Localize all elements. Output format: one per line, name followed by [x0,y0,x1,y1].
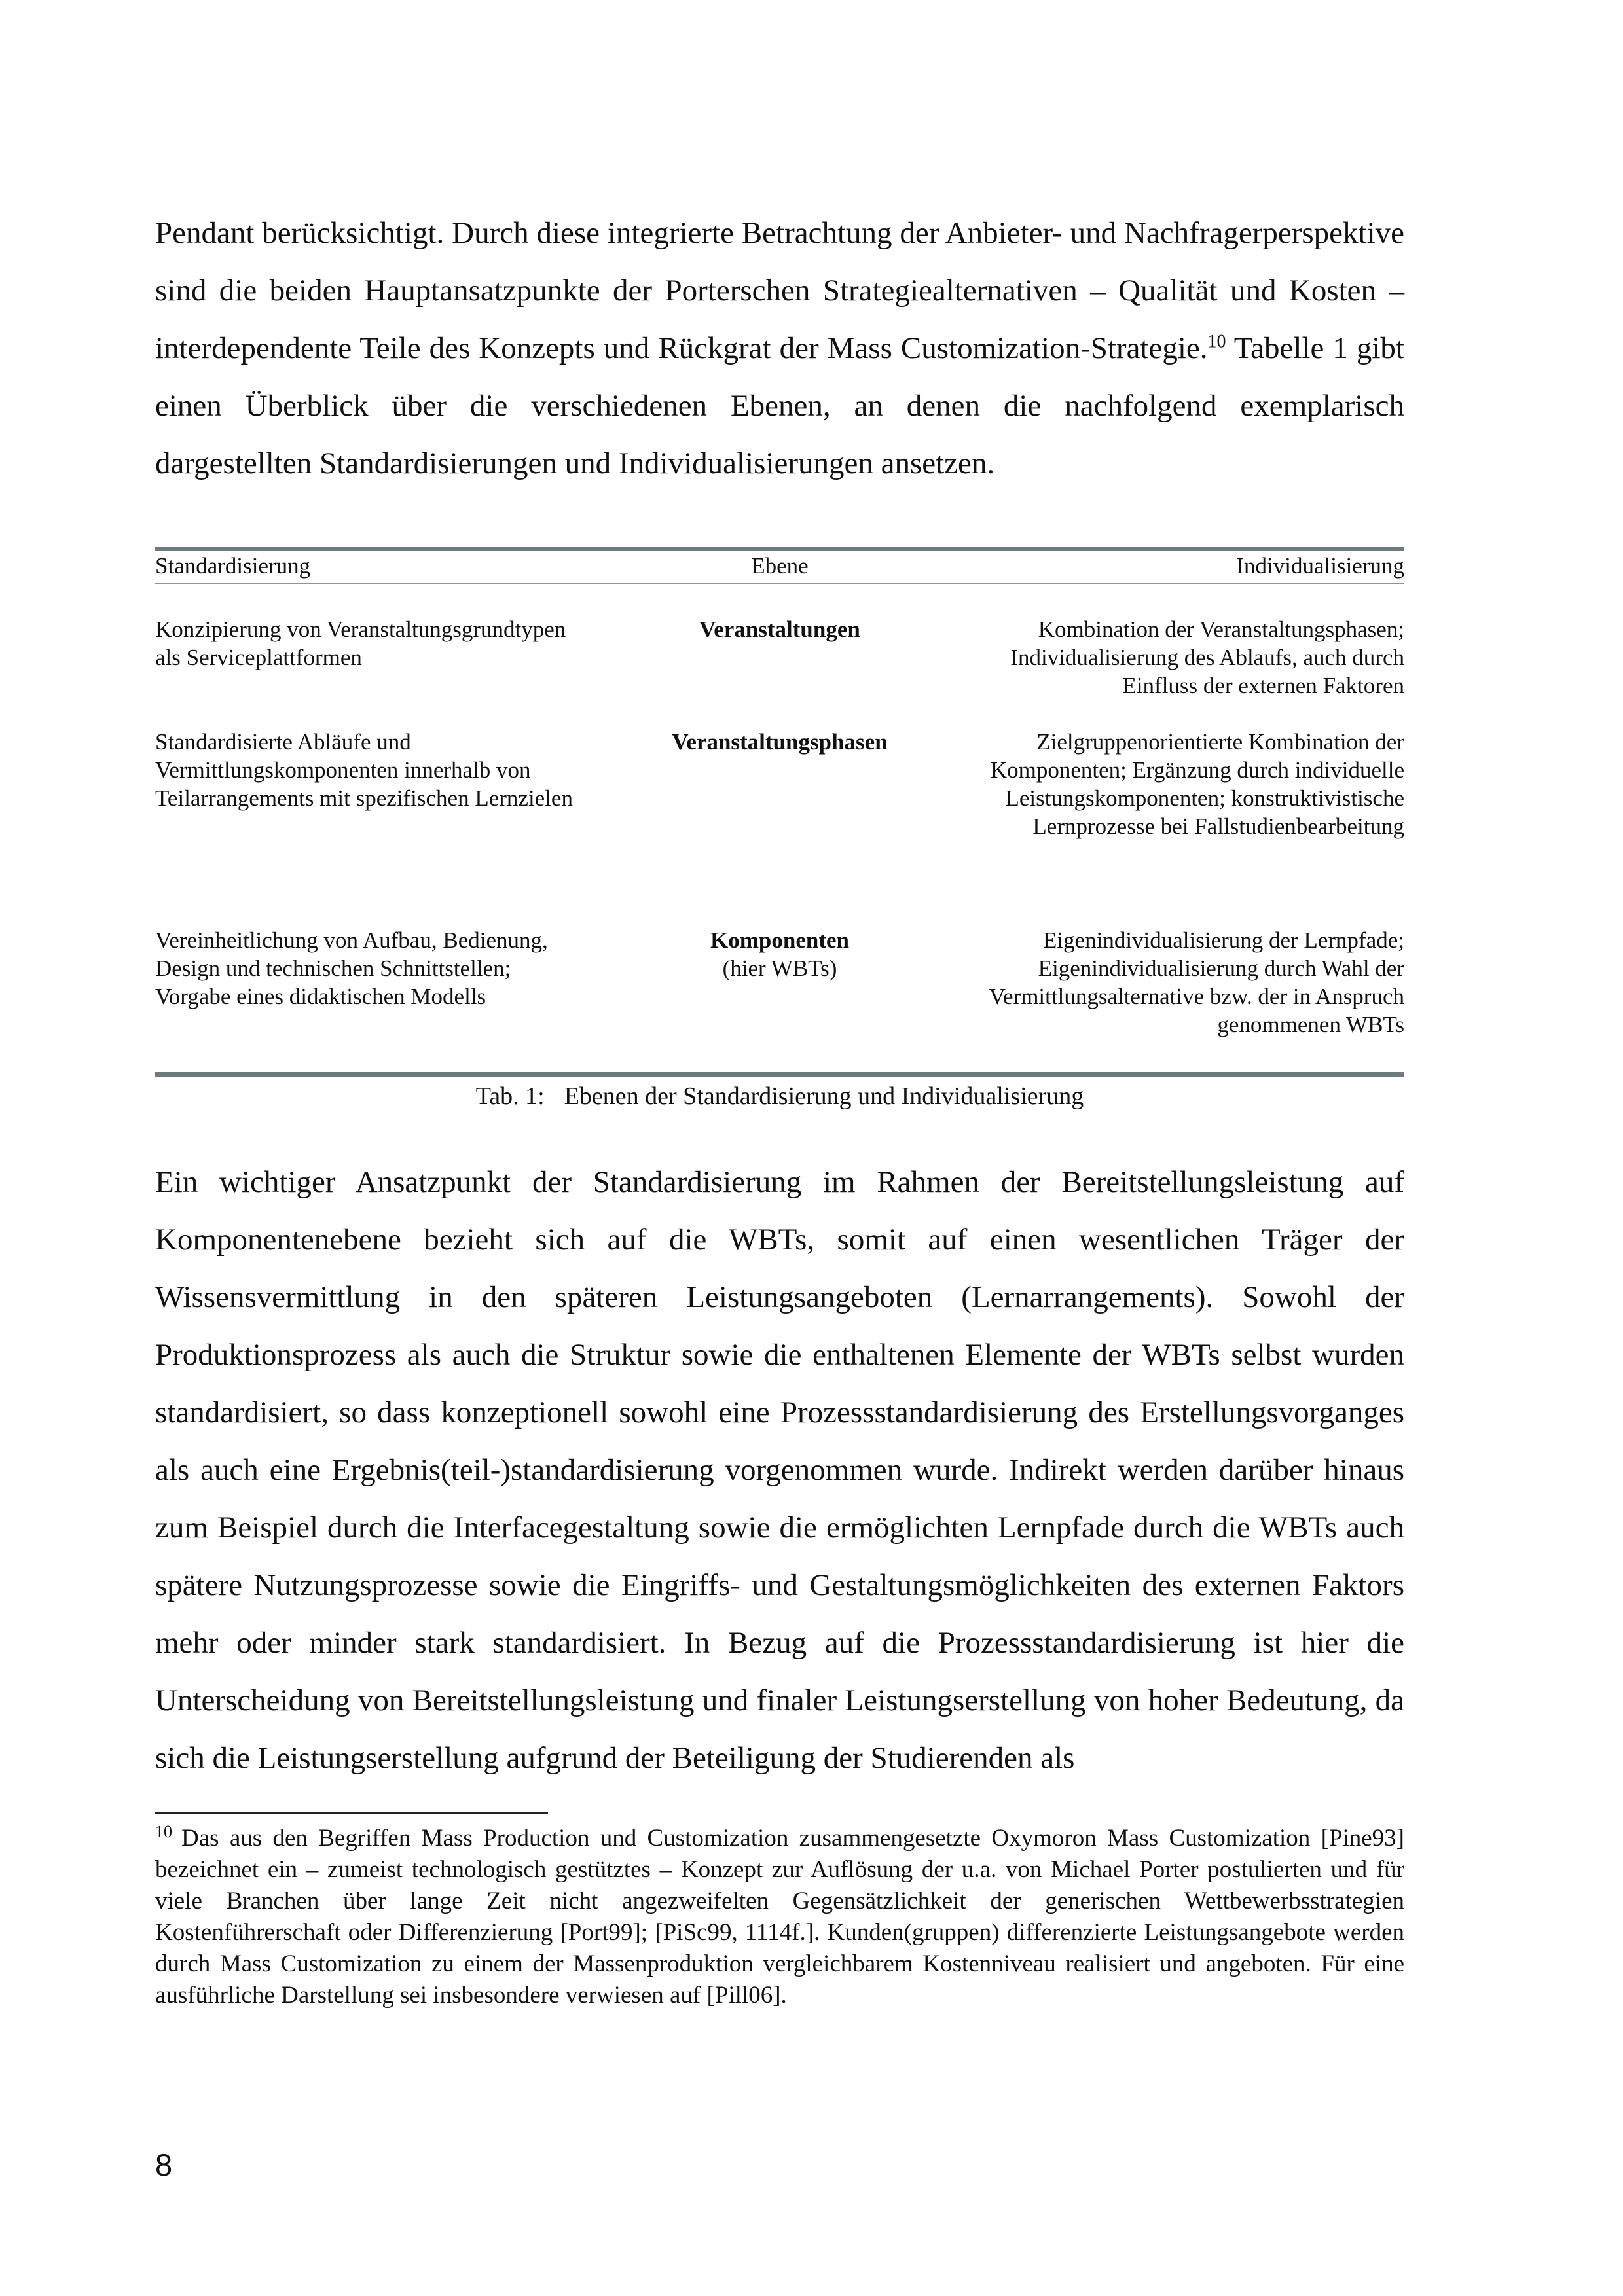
table-bottom-rule [155,1072,1404,1077]
table-header-rule [155,583,1404,584]
para1-text: Pendant berücksichtigt. Durch diese integrierte Betrachtung der Anbieter- und Nachfragerperspektive sind die beiden Hauptansatzpunkte der Porterschen Strategiealternativen – Qualität und Kosten – interdependente Teile des Konzepts und Rückgrat der Mass Customization-Strategie. [155,216,1404,365]
body-paragraph-2: Ein wichtiger Ansatzpunkt der Standardisierung im Rahmen der Bereitstellungsleistung auf Komponentenebene bezieht sich auf die WBTs, somit auf einen wesentlichen Träger der Wissensvermittlung in den späteren Leistungsangeboten (Lernarrangements). Sowohl der Produktionsprozess als auch die Struktur sowie die enthaltenen Elemente der WBTs selbst wurden standardisiert, so dass konzeptionell sowohl eine Prozessstandardisierung des Erstellungsvorganges als auch eine Ergebnis(teil-)standardisierung vorgenommen wurde. Indirekt werden darüber hinaus zum Beispiel durch die Interfacegestaltung sowie die ermöglichten Lernpfade durch die WBTs auch spätere Nutzungsprozesse sowie die Eingriffs- und Gestaltungsmöglichkeiten des externen Faktors mehr oder minder stark standardisiert. In Bezug auf die Prozessstandardisierung ist hier die Unterscheidung von Bereitstellungsleistung und finaler Leistungserstellung von hoher Bedeutung, da sich die Leistungserstellung aufgrund der Beteiligung der Studierenden als [155,1165,1404,1775]
footnote-separator [155,1812,548,1814]
header-standardisierung: Standardisierung [155,553,311,579]
para1-text-cont: Tabelle 1 gibt einen Überblick über die verschiedenen Ebenen, an denen die nachfolgend exemplarisch dargestellten Standardisierungen und Individualisierungen ansetzen. [155,331,1404,480]
cell-standardisierung: Konzipierung von Veranstaltungsgrundtypen als Serviceplattformen [155,617,566,670]
table-header [155,550,1404,583]
header-individualisierung: Individualisierung [1236,553,1404,579]
page-number: 8 [155,2147,173,2182]
caption-label: Tab. 1: [475,1083,545,1110]
footnote-reference[interactable]: 10 [1207,331,1226,352]
cell-individualisierung: Eigenindividualisierung der Lernpfade; Eigenindividualisierung durch Wahl der Vermittlungsalternative bzw. der in Anspruch genommenen WBTs [989,927,1404,1037]
header-ebene: Ebene [751,553,809,579]
footnote-number: 10 [155,1821,172,1841]
footnote-text: Das aus den Begriffen Mass Production und Customization zusammengesetzte Oxymoron Mass Customization [Pine93] bezeichnet ein – zumeist technologisch gestütztes – Konzept zur Auflösung der u.a. von Michael Porter postulierten und für viele Branchen über lange Zeit nicht angezweifelten Gegensätzlichkeit der generischen Wettbewerbsstrategien Kostenführerschaft oder Differenzierung [Port99]; [PiSc99, 1114f.]. Kunden(gruppen) differenzierte Leistungsangebote werden durch Mass Customization zu einem der Massenproduktion vergleichbarem Kostenniveau realisiert und angeboten. Für eine ausführliche Darstellung sei insbesondere verwiesen auf [Pill06]. [155,1825,1404,2009]
ebene-label: Veranstaltungen [699,617,860,642]
cell-individualisierung: Zielgruppenorientierte Kombination der Komponenten; Ergänzung durch individuelle Leistungskomponenten; konstruktivistische Lernprozesse bei Fallstudienbearbeitung [990,729,1404,839]
cell-standardisierung: Standardisierte Abläufe und Vermittlungskomponenten innerhalb von Teilarrangements mit spezifischen Lernzielen [155,729,573,811]
ebene-label: Komponenten [710,927,849,953]
ebene-label: Veranstaltungsphasen [672,729,888,755]
table-caption [155,1080,1404,1113]
cell-individualisierung: Kombination der Veranstaltungsphasen; Individualisierung des Ablaufs, auch durch Einfluss der externen Faktoren [1010,617,1404,698]
caption-text: Ebenen der Standardisierung und Individualisierung [564,1083,1084,1110]
ebene-sublabel: (hier WBTs) [722,956,837,981]
body-paragraph-1 [155,204,1404,492]
cell-standardisierung: Vereinheitlichung von Aufbau, Bedienung, Design und technischen Schnittstellen; Vorgabe eines didaktischen Modells [155,927,548,1009]
footnote [155,1823,1404,2011]
